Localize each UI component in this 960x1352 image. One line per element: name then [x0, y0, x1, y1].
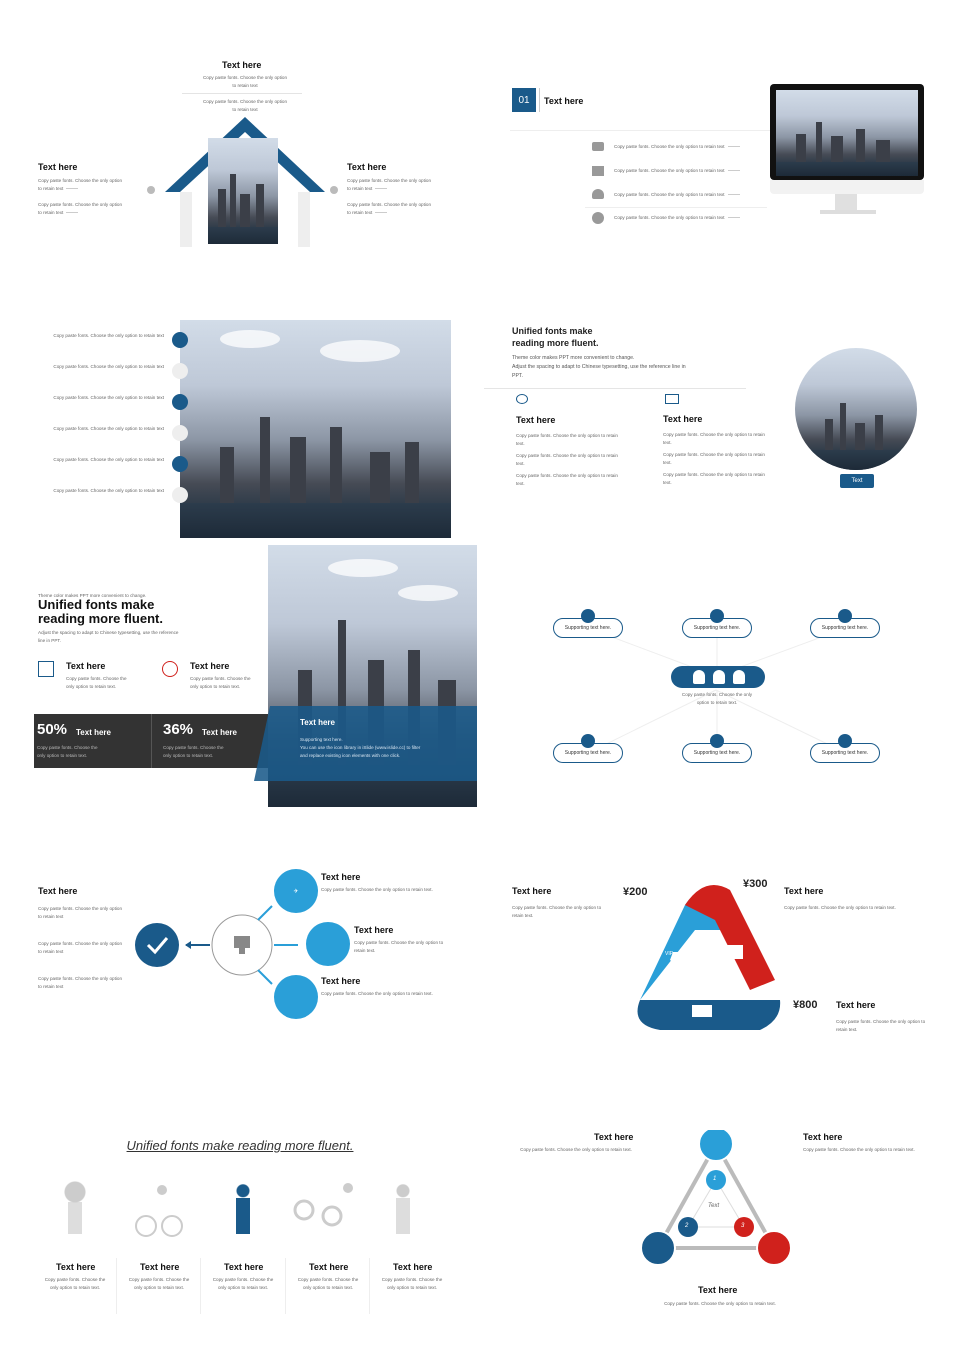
cloud-upload-icon	[592, 189, 604, 199]
r-text-1: Copy paste fonts. Choose the only option to retain text.	[321, 887, 433, 892]
list-text-1: Copy paste fonts. Choose the only option to retain text	[53, 333, 164, 338]
stat-1: 50%	[37, 721, 68, 738]
r-title-3: Text here	[321, 976, 361, 986]
price-200: ¥200	[623, 886, 648, 898]
soccer-player-icon	[218, 1180, 268, 1240]
person-icon	[713, 670, 725, 684]
col2-text-2: Copy paste fonts. Choose the only option to retain text.	[663, 452, 765, 465]
text-right: Copy paste fonts. Choose the only option to retain text.	[784, 905, 896, 910]
number-box: 01	[512, 88, 536, 112]
col-title-2: Text here	[190, 661, 230, 671]
panel-title: Text here	[300, 718, 335, 727]
list-text-2: Copy paste fonts. Choose the only option to retain text	[53, 364, 164, 369]
col-text-1: Copy paste fonts. Choose the only option to retain text.	[66, 676, 127, 689]
r-title-2: Text here	[354, 925, 394, 935]
user-icon	[147, 186, 155, 194]
title: Text here	[544, 96, 584, 106]
title-5: Text here	[393, 1262, 433, 1272]
basketball-player-icon	[50, 1180, 100, 1240]
title-3: Text here	[224, 1262, 264, 1272]
chat-icon	[838, 609, 852, 623]
left-text-1: Copy paste fonts. Choose the only option to retain text	[38, 906, 123, 919]
monitor-screen	[776, 90, 918, 176]
home-icon	[172, 332, 188, 348]
subtext: Adjust the spacing to adapt to Chinese typesetting, use the reference line in PPT.	[38, 630, 179, 643]
num-2: 2	[685, 1223, 689, 1229]
stat-1-text: Copy paste fonts. Choose the only option to retain text.	[37, 745, 98, 758]
center-text: Copy paste fonts. Choose the only option to retain text.	[681, 692, 753, 705]
left-text-2: Copy paste fonts. Choose the only option to retain text	[38, 202, 123, 215]
pill-ie: Supporting text here.	[553, 618, 623, 638]
slide-monitor	[480, 0, 960, 270]
text-3: Copy paste fonts. Choose the only option to retain text.	[212, 1277, 274, 1290]
bell-icon	[710, 734, 724, 748]
slide-node-triangle	[480, 1080, 960, 1350]
network-icon	[665, 394, 679, 404]
list-text-4: Copy paste fonts. Choose the only option to retain text	[53, 426, 164, 431]
text-bottom: Copy paste fonts. Choose the only option to retain text.	[836, 1019, 926, 1032]
panel-text: Supporting text here. You can use the icon library in iSlide (www.islide.cc) to filter and replace existing icon elements with one click.	[300, 737, 421, 758]
col2-text-3: Copy paste fonts. Choose the only option to retain text.	[663, 472, 765, 485]
baseball-player-icon	[378, 1180, 428, 1240]
node-triangle	[630, 1130, 810, 1290]
col1-text-1: Copy paste fonts. Choose the only option to retain text.	[516, 433, 618, 446]
row-text: Copy paste fonts. Choose the only option to retain text	[614, 214, 740, 222]
text-left: Copy paste fonts. Choose the only option to retain text.	[520, 1147, 632, 1152]
text-bottom: Copy paste fonts. Choose the only option to retain text.	[664, 1301, 776, 1306]
slide-hub	[480, 540, 960, 810]
text-1: Copy paste fonts. Choose the only option to retain text.	[44, 1277, 106, 1290]
divider	[285, 1258, 286, 1314]
rule	[510, 130, 770, 131]
monitor-chin	[770, 180, 924, 194]
circle-photo	[795, 348, 917, 470]
small-top: Theme color makes PPT more convenient to change.	[38, 593, 147, 598]
lock-icon	[172, 363, 188, 379]
col-title-1: Text here	[66, 661, 106, 671]
chat-icon	[172, 425, 188, 441]
text-2: Copy paste fonts. Choose the only option to retain text.	[128, 1277, 190, 1290]
slide-icon-list	[0, 270, 480, 540]
top-text-2: Copy paste fonts. Choose the only option to retain text	[202, 99, 288, 112]
monitor-base	[820, 210, 876, 214]
list-text-5: Copy paste fonts. Choose the only option to retain text	[53, 457, 164, 462]
stat-2-text: Copy paste fonts. Choose the only option to retain text.	[163, 745, 224, 758]
eye-icon	[274, 975, 318, 1019]
graduation-icon	[172, 394, 188, 410]
title-2: Text here	[140, 1262, 180, 1272]
title-1: Text here	[56, 1262, 96, 1272]
r-title-1: Text here	[321, 872, 361, 882]
presentation-icon	[38, 661, 54, 677]
pill-windows: Supporting text here.	[810, 743, 880, 763]
title-right: Text here	[803, 1132, 843, 1142]
list-text-3: Copy paste fonts. Choose the only option to retain text	[53, 395, 164, 400]
gears-icon	[592, 212, 604, 224]
subtext: Theme color makes PPT more convenient to change. Adjust the spacing to adapt to Chinese typesetting, use the reference line in PPT.	[512, 355, 686, 379]
vip-label: VIP	[665, 951, 674, 957]
rule	[484, 388, 746, 389]
divider	[200, 1258, 201, 1314]
slide-sports	[0, 1080, 480, 1350]
pill-bell: Supporting text here.	[682, 743, 752, 763]
vimeo-icon	[581, 734, 595, 748]
camera-icon	[592, 142, 604, 151]
divider	[116, 1258, 117, 1314]
stat-2-label: Text here	[202, 728, 237, 737]
slide-triangle-price	[480, 810, 960, 1080]
row-text: Copy paste fonts. Choose the only option to retain text	[614, 191, 740, 199]
stat-1-label: Text here	[76, 728, 111, 737]
r-text-3: Copy paste fonts. Choose the only option to retain text.	[321, 991, 433, 996]
house-photo	[208, 138, 278, 244]
pill-paw: Supporting text here.	[682, 618, 752, 638]
divider	[369, 1258, 370, 1314]
text-right: Copy paste fonts. Choose the only option to retain text.	[803, 1147, 915, 1152]
monitor-neck	[835, 194, 857, 210]
person-icon	[693, 670, 705, 684]
divider	[151, 714, 152, 768]
divider	[539, 88, 540, 112]
left-text-2: Copy paste fonts. Choose the only option to retain text	[38, 941, 123, 954]
user-icon	[306, 922, 350, 966]
col-title-1: Text here	[516, 415, 556, 425]
heading: Unified fonts make reading more fluent.	[512, 326, 599, 348]
title-left: Text here	[594, 1132, 634, 1142]
left-text-1: Copy paste fonts. Choose the only option to retain text	[38, 178, 123, 191]
slide-process	[0, 810, 480, 1080]
divider	[182, 93, 302, 94]
person-icon	[733, 670, 745, 684]
slide-stats	[0, 540, 480, 810]
stat-2: 36%	[163, 721, 194, 738]
user-icon-right	[330, 186, 338, 194]
airplane-icon: ✈	[274, 869, 318, 913]
ie-icon	[581, 609, 595, 623]
heading: Unified fonts make reading more fluent.	[38, 597, 163, 626]
title: Text here	[38, 886, 78, 896]
top-title: Text here	[222, 60, 262, 70]
title-bottom: Text here	[698, 1285, 738, 1295]
slide-house	[0, 0, 480, 270]
num-3: 3	[741, 1223, 745, 1229]
text-button[interactable]: Text	[840, 474, 874, 488]
cyclist-icon	[134, 1180, 184, 1240]
price-800: ¥800	[793, 999, 818, 1011]
title-4: Text here	[309, 1262, 349, 1272]
paw-icon	[710, 609, 724, 623]
location-icon	[172, 456, 188, 472]
right-title: Text here	[347, 162, 387, 172]
people-icon	[516, 394, 528, 404]
right-text-2: Copy paste fonts. Choose the only option to retain text	[347, 202, 432, 215]
col-title-2: Text here	[663, 414, 703, 424]
motocross-icon	[292, 1180, 342, 1240]
top-text: Copy paste fonts. Choose the only option to retain text	[202, 75, 288, 88]
pill-chat: Supporting text here.	[810, 618, 880, 638]
col1-text-3: Copy paste fonts. Choose the only option to retain text.	[516, 473, 618, 486]
right-text-1: Copy paste fonts. Choose the only option to retain text	[347, 178, 432, 191]
col1-text-2: Copy paste fonts. Choose the only option to retain text.	[516, 453, 618, 466]
title-bottom: Text here	[836, 1000, 876, 1010]
col2-text-1: Copy paste fonts. Choose the only option to retain text.	[663, 432, 765, 445]
pill-vimeo: Supporting text here.	[553, 743, 623, 763]
price-300: ¥300	[743, 878, 768, 890]
text-left: Copy paste fonts. Choose the only option to retain text.	[512, 905, 602, 918]
windows-icon	[838, 734, 852, 748]
title-left: Text here	[512, 886, 552, 896]
heading: Unified fonts make reading more fluent.	[126, 1138, 354, 1153]
yen-icon	[162, 661, 178, 677]
col-text-2: Copy paste fonts. Choose the only option to retain text.	[190, 676, 251, 689]
slide-circle	[480, 270, 960, 540]
row-text: Copy paste fonts. Choose the only option to retain text	[614, 167, 740, 175]
title-right: Text here	[784, 886, 824, 896]
left-title: Text here	[38, 162, 78, 172]
text-5: Copy paste fonts. Choose the only option to retain text.	[381, 1277, 443, 1290]
num-1: 1	[713, 1176, 717, 1182]
list-text-6: Copy paste fonts. Choose the only option to retain text	[53, 488, 164, 493]
center-label: Text	[708, 1203, 720, 1209]
r-text-2: Copy paste fonts. Choose the only option to retain text.	[354, 940, 444, 953]
city-photo	[180, 320, 451, 538]
row-text: Copy paste fonts. Choose the only option to retain text	[614, 143, 740, 151]
text-4: Copy paste fonts. Choose the only option to retain text.	[297, 1277, 359, 1290]
plus-icon	[172, 487, 188, 503]
sitemap-icon	[592, 166, 604, 176]
rule	[585, 207, 767, 208]
left-text-3: Copy paste fonts. Choose the only option to retain text	[38, 976, 123, 989]
